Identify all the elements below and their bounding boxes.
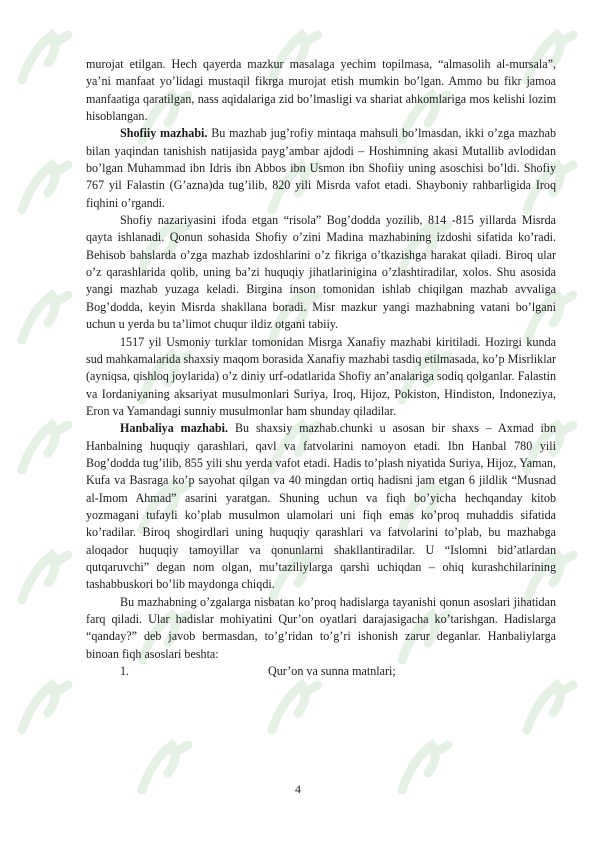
- paragraph-intro: [86, 56, 556, 125]
- watermark-mark: [272, 685, 318, 730]
- section-heading-hanbaliya: Hanbaliya mazhabi.: [120, 421, 229, 436]
- list-text: Qur’on va sunna matnlari;: [268, 664, 396, 679]
- paragraph-shofiy-theory: [86, 212, 556, 333]
- paragraph-hadith: [86, 594, 556, 663]
- paragraph-text: Shofiy nazariyasini ifoda etgan “risola” Bog’dodda yozilib, 814 -815 yillarda Misrda qayta ishlanadi. Qonun sohasida Shofiy o’zini Madina mazhabining izdoshi sifatida ko’radi. Behisob bahslarda o’zga mazhab izdoshlarini o’z fikriga o’tkazishga harakat qiladi. Biroq ular o’z qarashlarida qolib, uning ba’zi huquqiy jihatlarinigina o’zlashtiradilar, xolos. Shu asosida yangi mazhab yuzaga keladi. Birgina inson tomonidan ishlab chiqilgan mazhab avvaliga Bog’dodda, keyin Misrda shakllana boradi. Misr mazkur yangi mazhabning vatani bo’lgani uchun u yerda bu ta’limot chuqur ildiz otgani tabiiy.: [86, 213, 556, 332]
- paragraph-shofiiy: [86, 125, 556, 212]
- watermark-mark: [22, 555, 68, 600]
- watermark-mark: [22, 165, 68, 210]
- paragraph-text: murojat etilgan. Hech qayerda mazkur masalaga yechim topilmasa, “almasolih al-mursala”, ya’ni manfaat yo’lidagi mustaqil fikrga murojat etish mumkin bo’lgan. Ammo bu fikr jamoa manfaatiga qaratilgan, nass aqidalariga zid bo’lmasligi va shariat ahkomlariga mos kelishi lozim hisoblangan.: [86, 57, 556, 124]
- paragraph-text: Bu mazhab jug’rofiy mintaqa mahsuli bo’lmasdan, ikki o’zga mazhab bilan yaqindan tanishish natijasida payg’ambar ajdodi – Hoshimning akasi Mutallib avlodidan bo’lgan Muhammad ibn Idris ibn Abbos ibn Usmon ibn Shofiiy uning asoschisi bo’ldi. Shofiy 767 yil Falastin (G’azna)da tug’ilib, 820 yili Misrda vafot etadi. Shayboniy rahbarligida Iroq fiqhini o’rgandi.: [86, 126, 556, 210]
- list-item: [86, 663, 556, 680]
- watermark-mark: [22, 685, 68, 730]
- list-number: 1.: [120, 664, 130, 679]
- section-heading-shofiiy: Shofiiy mazhabi.: [120, 126, 208, 141]
- watermark-mark: [22, 295, 68, 340]
- document-page: [86, 56, 556, 680]
- watermark-mark: [22, 35, 68, 80]
- paragraph-text: Bu shaxsiy mazhab.chunki u asosan bir shaxs – Axmad ibn Hanbalning huquqiy qarashlari, qavl va fatvolarini namoyon etadi. Ibn Hanbal 780 yili Bog’dodda tug’ilib, 855 yili shu yerda vafot etadi. Hadis to’plash niyatida Suriya, Hijoz, Yaman, Kufa va Basraga ko’p sayohat qilgan va 40 mingdan ortiq hadisni jam etgan 6 jildlik “Musnad al-Imom Ahmad” asarini yaratgan. Shuning uchun va fiqh bo’yicha hechqanday kitob yozmagani tufayli ko’plab musulmon ulamolari uni fiqh emas ko’proq muhaddis sifatida ko’radilar. Biroq shogirdlari uning huquqiy qarashlari va fatvolarini to’plab, bu mazhabga aloqador huquqiy tamoyillar va qonunlarni shakllantiradilar. U “Islomni bid’atlardan qutqaruvchi” degan nom olgan, mu’taziliylarga qarshi uchiqdan – ohiq kurashchilarining tashabbuskori bo’lib maydonga chiqdi.: [86, 421, 556, 592]
- paragraph-text: 1517 yil Usmoniy turklar tomonidan Misrga Xanafiy mazhabi kiritiladi. Hozirgi kunda sud mahkamalarida shaxsiy maqom borasida Xanafiy mazhabi tasdiq etilmasada, ko’p Misrliklar (ayniqsa, qishloq joylarida) o’z diniy urf-odatlarida Shofiy an’analariga sodiq qolganlar. Falastin va Iordaniyaning aksariyat musulmonlari Suriya, Iroq, Hijoz, Pokiston, Hindiston, Indoneziya, Eron va Yamandagi sunniy musulmonlar ham shunday qiladilar.: [86, 334, 556, 418]
- page-number: 4: [295, 782, 301, 796]
- paragraph-hanbaliya: [86, 420, 556, 593]
- paragraph-text: Bu mazhabning o’zgalarga nisbatan ko’proq hadislarga tayanishi qonun asoslari jihatidan farq qiladi. Ular hadislar mohiyatini Qur’on oyatlari darajasigacha ko’tarishgan. Hadislarga “qanday?” deb javob bermasdan, to’g’ridan to’g’ri ishonish zarur deganlar. Hanbaliylarga binoan fiqh asoslari beshta:: [86, 594, 556, 661]
- paragraph-1517: [86, 334, 556, 421]
- watermark-mark: [527, 685, 573, 730]
- watermark-mark: [22, 425, 68, 470]
